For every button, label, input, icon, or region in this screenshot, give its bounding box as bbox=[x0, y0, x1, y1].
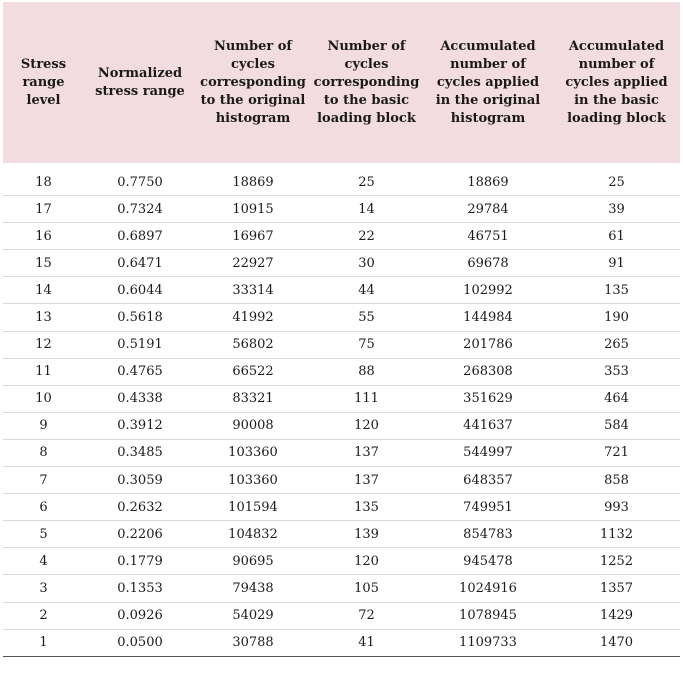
cell-stress-range-level: 1 bbox=[3, 629, 84, 656]
header-label: Number of cycles corresponding to the basic loading block bbox=[313, 39, 420, 126]
cell-cycles-original-histogram: 83321 bbox=[196, 385, 310, 412]
cell-accumulated-basic-loading-block: 135 bbox=[553, 277, 680, 304]
cell-normalized-stress-range: 0.1353 bbox=[84, 575, 196, 602]
cell-accumulated-basic-loading-block: 1429 bbox=[553, 602, 680, 629]
cell-stress-range-level: 13 bbox=[3, 304, 84, 331]
cell-stress-range-level: 7 bbox=[3, 467, 84, 494]
cell-cycles-basic-loading-block: 137 bbox=[310, 439, 423, 466]
cell-stress-range-level: 10 bbox=[3, 385, 84, 412]
cell-normalized-stress-range: 0.6044 bbox=[84, 277, 196, 304]
cell-normalized-stress-range: 0.4765 bbox=[84, 358, 196, 385]
cell-cycles-original-histogram: 90695 bbox=[196, 548, 310, 575]
cell-stress-range-level: 14 bbox=[3, 277, 84, 304]
cell-normalized-stress-range: 0.7324 bbox=[84, 196, 196, 223]
cell-cycles-original-histogram: 30788 bbox=[196, 629, 310, 656]
cell-accumulated-original-histogram: 268308 bbox=[423, 358, 553, 385]
cell-normalized-stress-range: 0.3912 bbox=[84, 412, 196, 439]
cell-cycles-basic-loading-block: 55 bbox=[310, 304, 423, 331]
cell-normalized-stress-range: 0.7750 bbox=[84, 163, 196, 196]
cell-cycles-basic-loading-block: 22 bbox=[310, 223, 423, 250]
cell-accumulated-original-histogram: 1078945 bbox=[423, 602, 553, 629]
cell-stress-range-level: 11 bbox=[3, 358, 84, 385]
cell-accumulated-basic-loading-block: 25 bbox=[553, 163, 680, 196]
cell-normalized-stress-range: 0.2632 bbox=[84, 494, 196, 521]
header-normalized-stress-range bbox=[84, 3, 196, 164]
cell-normalized-stress-range: 0.6897 bbox=[84, 223, 196, 250]
cell-normalized-stress-range: 0.1779 bbox=[84, 548, 196, 575]
table-row bbox=[3, 521, 680, 548]
table-row bbox=[3, 548, 680, 575]
table-row bbox=[3, 277, 680, 304]
table-row bbox=[3, 223, 680, 250]
cell-stress-range-level: 9 bbox=[3, 412, 84, 439]
header-label: Accumulated number of cycles applied in the basic loading block bbox=[565, 39, 668, 126]
cell-stress-range-level: 5 bbox=[3, 521, 84, 548]
stress-cycles-table bbox=[3, 2, 680, 657]
table-row bbox=[3, 358, 680, 385]
cell-stress-range-level: 12 bbox=[3, 331, 84, 358]
cell-cycles-basic-loading-block: 120 bbox=[310, 548, 423, 575]
data-table-container bbox=[3, 2, 680, 657]
cell-accumulated-original-histogram: 201786 bbox=[423, 331, 553, 358]
header-accumulated-original-histogram bbox=[423, 3, 553, 164]
header-label: Normalized stress range bbox=[95, 66, 185, 99]
cell-accumulated-basic-loading-block: 190 bbox=[553, 304, 680, 331]
header-cycles-basic-loading-block bbox=[310, 3, 423, 164]
cell-cycles-original-histogram: 56802 bbox=[196, 331, 310, 358]
cell-cycles-original-histogram: 103360 bbox=[196, 439, 310, 466]
cell-cycles-basic-loading-block: 72 bbox=[310, 602, 423, 629]
cell-normalized-stress-range: 0.3059 bbox=[84, 467, 196, 494]
header-cycles-original-histogram bbox=[196, 3, 310, 164]
cell-accumulated-basic-loading-block: 464 bbox=[553, 385, 680, 412]
cell-accumulated-basic-loading-block: 39 bbox=[553, 196, 680, 223]
cell-cycles-original-histogram: 33314 bbox=[196, 277, 310, 304]
cell-cycles-original-histogram: 41992 bbox=[196, 304, 310, 331]
cell-cycles-original-histogram: 22927 bbox=[196, 250, 310, 277]
table-row bbox=[3, 467, 680, 494]
cell-cycles-basic-loading-block: 111 bbox=[310, 385, 423, 412]
header-row bbox=[3, 3, 680, 164]
cell-cycles-basic-loading-block: 44 bbox=[310, 277, 423, 304]
cell-cycles-basic-loading-block: 105 bbox=[310, 575, 423, 602]
header-accumulated-basic-loading-block bbox=[553, 3, 680, 164]
table-row bbox=[3, 304, 680, 331]
cell-cycles-original-histogram: 10915 bbox=[196, 196, 310, 223]
cell-stress-range-level: 4 bbox=[3, 548, 84, 575]
cell-cycles-original-histogram: 90008 bbox=[196, 412, 310, 439]
table-row bbox=[3, 250, 680, 277]
cell-stress-range-level: 6 bbox=[3, 494, 84, 521]
header-label: Stress range level bbox=[20, 57, 67, 108]
header-label: Accumulated number of cycles applied in the original histogram bbox=[435, 39, 541, 126]
cell-cycles-original-histogram: 16967 bbox=[196, 223, 310, 250]
cell-stress-range-level: 8 bbox=[3, 439, 84, 466]
cell-cycles-original-histogram: 54029 bbox=[196, 602, 310, 629]
cell-accumulated-basic-loading-block: 993 bbox=[553, 494, 680, 521]
cell-accumulated-original-histogram: 29784 bbox=[423, 196, 553, 223]
cell-accumulated-original-histogram: 544997 bbox=[423, 439, 553, 466]
header-stress-range-level bbox=[3, 3, 84, 164]
cell-accumulated-original-histogram: 144984 bbox=[423, 304, 553, 331]
cell-accumulated-basic-loading-block: 584 bbox=[553, 412, 680, 439]
cell-normalized-stress-range: 0.6471 bbox=[84, 250, 196, 277]
cell-normalized-stress-range: 0.5191 bbox=[84, 331, 196, 358]
cell-accumulated-original-histogram: 18869 bbox=[423, 163, 553, 196]
cell-cycles-original-histogram: 79438 bbox=[196, 575, 310, 602]
cell-cycles-basic-loading-block: 139 bbox=[310, 521, 423, 548]
cell-accumulated-original-histogram: 69678 bbox=[423, 250, 553, 277]
table-row bbox=[3, 629, 680, 656]
table-row bbox=[3, 439, 680, 466]
cell-cycles-basic-loading-block: 137 bbox=[310, 467, 423, 494]
cell-normalized-stress-range: 0.4338 bbox=[84, 385, 196, 412]
header-label: Number of cycles corresponding to the original histogram bbox=[200, 39, 306, 126]
cell-accumulated-basic-loading-block: 1470 bbox=[553, 629, 680, 656]
cell-accumulated-basic-loading-block: 721 bbox=[553, 439, 680, 466]
cell-cycles-basic-loading-block: 30 bbox=[310, 250, 423, 277]
cell-accumulated-basic-loading-block: 353 bbox=[553, 358, 680, 385]
cell-cycles-original-histogram: 101594 bbox=[196, 494, 310, 521]
cell-cycles-basic-loading-block: 41 bbox=[310, 629, 423, 656]
cell-stress-range-level: 15 bbox=[3, 250, 84, 277]
cell-accumulated-original-histogram: 749951 bbox=[423, 494, 553, 521]
cell-stress-range-level: 3 bbox=[3, 575, 84, 602]
cell-accumulated-original-histogram: 351629 bbox=[423, 385, 553, 412]
table-row bbox=[3, 412, 680, 439]
cell-cycles-basic-loading-block: 135 bbox=[310, 494, 423, 521]
cell-accumulated-basic-loading-block: 1132 bbox=[553, 521, 680, 548]
cell-normalized-stress-range: 0.2206 bbox=[84, 521, 196, 548]
cell-accumulated-original-histogram: 102992 bbox=[423, 277, 553, 304]
cell-cycles-basic-loading-block: 25 bbox=[310, 163, 423, 196]
cell-accumulated-basic-loading-block: 265 bbox=[553, 331, 680, 358]
cell-normalized-stress-range: 0.0926 bbox=[84, 602, 196, 629]
table-row bbox=[3, 331, 680, 358]
cell-accumulated-original-histogram: 46751 bbox=[423, 223, 553, 250]
cell-stress-range-level: 2 bbox=[3, 602, 84, 629]
cell-cycles-original-histogram: 66522 bbox=[196, 358, 310, 385]
table-body bbox=[3, 163, 680, 656]
table-row bbox=[3, 602, 680, 629]
cell-cycles-basic-loading-block: 120 bbox=[310, 412, 423, 439]
cell-accumulated-original-histogram: 648357 bbox=[423, 467, 553, 494]
cell-accumulated-original-histogram: 1109733 bbox=[423, 629, 553, 656]
table-row bbox=[3, 163, 680, 196]
cell-accumulated-basic-loading-block: 1357 bbox=[553, 575, 680, 602]
cell-accumulated-original-histogram: 441637 bbox=[423, 412, 553, 439]
cell-accumulated-basic-loading-block: 1252 bbox=[553, 548, 680, 575]
cell-stress-range-level: 16 bbox=[3, 223, 84, 250]
table-row bbox=[3, 575, 680, 602]
cell-cycles-original-histogram: 103360 bbox=[196, 467, 310, 494]
table-row bbox=[3, 494, 680, 521]
cell-accumulated-original-histogram: 1024916 bbox=[423, 575, 553, 602]
cell-accumulated-original-histogram: 854783 bbox=[423, 521, 553, 548]
cell-accumulated-original-histogram: 945478 bbox=[423, 548, 553, 575]
cell-cycles-original-histogram: 18869 bbox=[196, 163, 310, 196]
cell-cycles-basic-loading-block: 14 bbox=[310, 196, 423, 223]
cell-normalized-stress-range: 0.0500 bbox=[84, 629, 196, 656]
cell-normalized-stress-range: 0.5618 bbox=[84, 304, 196, 331]
cell-accumulated-basic-loading-block: 61 bbox=[553, 223, 680, 250]
table-header bbox=[3, 3, 680, 164]
cell-stress-range-level: 17 bbox=[3, 196, 84, 223]
cell-cycles-basic-loading-block: 88 bbox=[310, 358, 423, 385]
table-row bbox=[3, 385, 680, 412]
cell-accumulated-basic-loading-block: 858 bbox=[553, 467, 680, 494]
table-row bbox=[3, 196, 680, 223]
cell-cycles-basic-loading-block: 75 bbox=[310, 331, 423, 358]
cell-stress-range-level: 18 bbox=[3, 163, 84, 196]
cell-cycles-original-histogram: 104832 bbox=[196, 521, 310, 548]
cell-normalized-stress-range: 0.3485 bbox=[84, 439, 196, 466]
cell-accumulated-basic-loading-block: 91 bbox=[553, 250, 680, 277]
